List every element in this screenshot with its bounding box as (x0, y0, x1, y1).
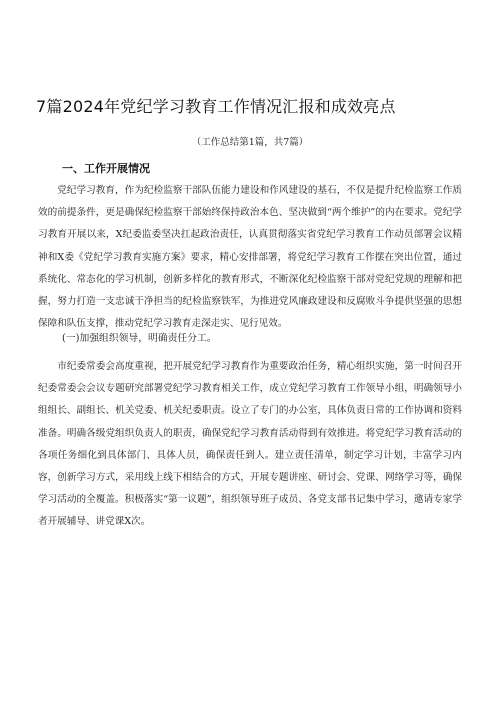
sub-heading: (一)加强组织领导，明确责任分工。 (62, 333, 217, 344)
paragraph-1: 党纪学习教育，作为纪检监察干部队伍能力建设和作风建设的基石，不仅是提升纪检监察工作质效的前提条件，更是确保纪检监察干部始终保持政治本色、坚决做到“两个维护”的内在要求。党纪学习教育开展以来，X纪委监委坚决扛起政治责任，认真贯彻落实省党纪学习教育工作动员部署会议精神和X委《党纪学习教育实施方案》要求，精心安排部署，将党纪学习教育工作摆在突出位置，通过系统化、常态化的学习机制，创新多样化的教育形式，不断深化纪检监察干部对党纪党规的理解和把握，努力打造一支忠诚干净担当的纪检监察铁军，为推进党风廉政建设和反腐败斗争提供坚强的思想保障和队伍支撑，推动党纪学习教育走深走实、见行见效。 (38, 185, 462, 330)
document-title: 7篇2024年党纪学习教育工作情况汇报和成效亮点 (36, 97, 396, 116)
section-heading: 一、工作开展情况 (62, 162, 150, 175)
document-subtitle: （工作总结第1篇，共7篇） (191, 137, 309, 148)
paragraph-2: 市纪委常委会高度重视，把开展党纪学习教育作为重要政治任务，精心组织实施，第一时间召开纪委常委会会议专题研究部署党纪学习教育相关工作，成立党纪学习教育工作领导小组，明确领导小组组长、副组长、机关党委、机关纪委职责。设立了专门的办公室，具体负责日常的工作协调和资料准备。明确各级党组织负责人的职责，确保党纪学习教育活动得到有效推进。将党纪学习教育活动的各项任务细化到具体部门、具体人员，确保责任到人。建立责任清单，制定学习计划，丰富学习内容，创新学习方式，采用线上线下相结合的方式，开展专题讲座、研讨会、党课、网络学习等，确保学习活动的全覆盖。积极落实“第一议题”，组织领导班子成员、各党支部书记集中学习，邀请专家学者开展辅导、讲党课X次。 (38, 361, 462, 528)
